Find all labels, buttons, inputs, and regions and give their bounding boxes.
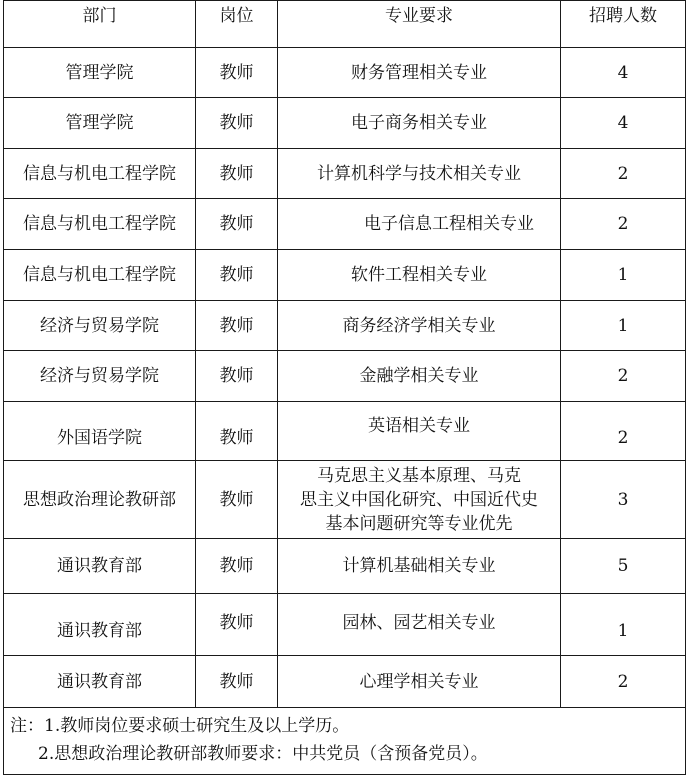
- cell-major: 心理学相关专业: [278, 656, 561, 708]
- notes-row: [4, 708, 686, 775]
- cell-position: 教师: [196, 199, 278, 250]
- cell-position: 教师: [196, 351, 278, 402]
- recruitment-table: [3, 0, 686, 775]
- header-position: 岗位: [196, 1, 278, 48]
- cell-major: 计算机基础相关专业: [278, 539, 561, 594]
- cell-major: 园林、园艺相关专业: [278, 594, 561, 656]
- cell-department: 通识教育部: [4, 594, 196, 656]
- cell-department: 思想政治理论教研部: [4, 461, 196, 539]
- cell-major: 计算机科学与技术相关专业: [278, 149, 561, 199]
- table-row: [4, 98, 686, 149]
- cell-count: 4: [561, 98, 686, 149]
- table-row: [4, 351, 686, 402]
- cell-major: 商务经济学相关专业: [278, 301, 561, 351]
- cell-position: 教师: [196, 594, 278, 656]
- header-department: 部门: [4, 1, 196, 48]
- cell-department: 外国语学院: [4, 402, 196, 461]
- cell-position: 教师: [196, 250, 278, 301]
- header-major: 专业要求: [278, 1, 561, 48]
- cell-department: 通识教育部: [4, 656, 196, 708]
- cell-major: 软件工程相关专业: [278, 250, 561, 301]
- cell-major-line: 思主义中国化研究、中国近代史: [300, 489, 538, 510]
- cell-position: 教师: [196, 402, 278, 461]
- cell-department: 通识教育部: [4, 539, 196, 594]
- table-row: [4, 149, 686, 199]
- cell-department: 信息与机电工程学院: [4, 149, 196, 199]
- cell-position: 教师: [196, 149, 278, 199]
- table-row: [4, 656, 686, 708]
- header-count: 招聘人数: [561, 1, 686, 48]
- cell-position: 教师: [196, 98, 278, 149]
- table-row: [4, 199, 686, 250]
- note-line-2: 2.思想政治理论教研部教师要求：中共党员（含预备党员）。: [38, 744, 488, 764]
- cell-major-line: 基本问题研究等专业优先: [325, 513, 513, 534]
- notes-cell: [4, 708, 686, 775]
- table-row: [4, 594, 686, 656]
- cell-count: 1: [561, 301, 686, 351]
- cell-count: 2: [561, 351, 686, 402]
- table-row: [4, 539, 686, 594]
- cell-count: 2: [561, 402, 686, 461]
- cell-count: 2: [561, 656, 686, 708]
- cell-department: 信息与机电工程学院: [4, 199, 196, 250]
- cell-major: 财务管理相关专业: [278, 48, 561, 98]
- cell-major: 英语相关专业: [278, 402, 561, 461]
- cell-count: 1: [561, 594, 686, 656]
- table-header-row: [4, 1, 686, 48]
- cell-major: 金融学相关专业: [278, 351, 561, 402]
- cell-major: [278, 461, 561, 539]
- cell-department: 管理学院: [4, 48, 196, 98]
- cell-position: 教师: [196, 461, 278, 539]
- cell-count: 1: [561, 250, 686, 301]
- note-line-1: 注：1.教师岗位要求硕士研究生及以上学历。: [10, 716, 350, 736]
- table-row: [4, 48, 686, 98]
- cell-count: 2: [561, 149, 686, 199]
- cell-major: 电子信息工程相关专业: [278, 199, 561, 250]
- cell-major: 电子商务相关专业: [278, 98, 561, 149]
- cell-department: 经济与贸易学院: [4, 301, 196, 351]
- cell-department: 信息与机电工程学院: [4, 250, 196, 301]
- cell-department: 经济与贸易学院: [4, 351, 196, 402]
- table-row: [4, 461, 686, 539]
- cell-position: 教师: [196, 539, 278, 594]
- table-row: [4, 250, 686, 301]
- cell-count: 3: [561, 461, 686, 539]
- cell-position: 教师: [196, 48, 278, 98]
- table-row: [4, 301, 686, 351]
- cell-department: 管理学院: [4, 98, 196, 149]
- table-row: [4, 402, 686, 461]
- cell-position: 教师: [196, 301, 278, 351]
- cell-count: 2: [561, 199, 686, 250]
- cell-count: 5: [561, 539, 686, 594]
- cell-major-line: 马克思主义基本原理、马克: [317, 465, 521, 486]
- recruitment-document: [3, 0, 685, 775]
- cell-count: 4: [561, 48, 686, 98]
- cell-position: 教师: [196, 656, 278, 708]
